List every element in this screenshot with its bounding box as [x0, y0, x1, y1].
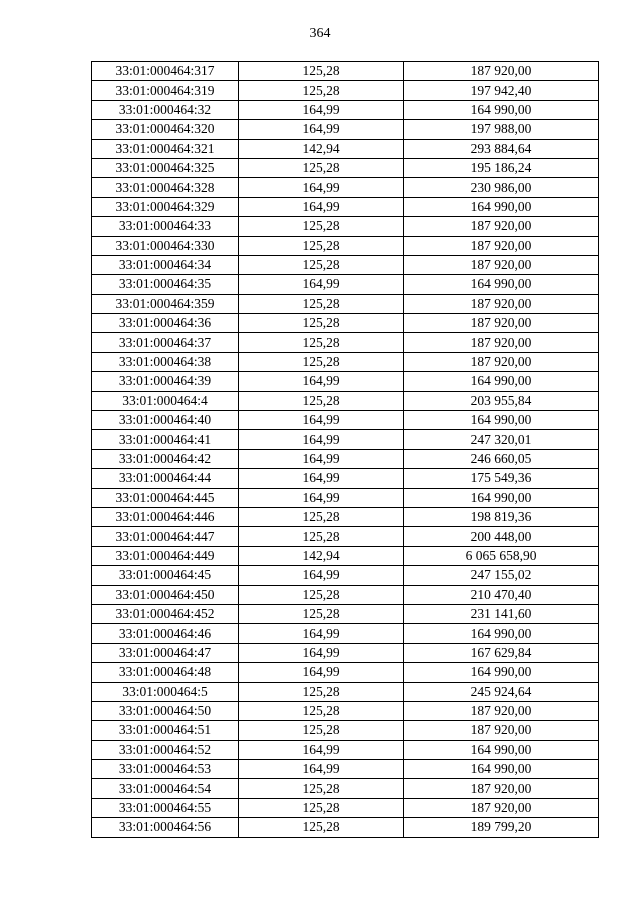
- value-cell: 187 920,00: [404, 314, 599, 333]
- cadastral-number-cell: 33:01:000464:359: [92, 294, 239, 313]
- page-number: 364: [309, 26, 331, 41]
- cadastral-number-cell: 33:01:000464:445: [92, 488, 239, 507]
- table-row: [92, 62, 599, 81]
- area-cell: 125,28: [239, 62, 404, 81]
- table-row: [92, 604, 599, 623]
- cadastral-number-cell: 33:01:000464:53: [92, 760, 239, 779]
- value-cell: 164 990,00: [404, 663, 599, 682]
- area-cell: 164,99: [239, 566, 404, 585]
- area-cell: 125,28: [239, 294, 404, 313]
- area-cell: 164,99: [239, 411, 404, 430]
- table-row: [92, 411, 599, 430]
- table-row: [92, 546, 599, 565]
- value-cell: 197 988,00: [404, 120, 599, 139]
- area-cell: 164,99: [239, 197, 404, 216]
- area-cell: 125,28: [239, 236, 404, 255]
- area-cell: 142,94: [239, 139, 404, 158]
- value-cell: 164 990,00: [404, 100, 599, 119]
- area-cell: 164,99: [239, 488, 404, 507]
- cadastral-number-cell: 33:01:000464:4: [92, 391, 239, 410]
- table-row: [92, 217, 599, 236]
- area-cell: 125,28: [239, 333, 404, 352]
- value-cell: 187 920,00: [404, 62, 599, 81]
- table-row: [92, 585, 599, 604]
- cadastral-number-cell: 33:01:000464:450: [92, 585, 239, 604]
- area-cell: 125,28: [239, 255, 404, 274]
- area-cell: 125,28: [239, 798, 404, 817]
- table-row: [92, 566, 599, 585]
- table-row: [92, 352, 599, 371]
- cadastral-number-cell: 33:01:000464:41: [92, 430, 239, 449]
- table-row: [92, 314, 599, 333]
- area-cell: 164,99: [239, 643, 404, 662]
- value-cell: 164 990,00: [404, 740, 599, 759]
- table-row: [92, 120, 599, 139]
- area-cell: 125,28: [239, 604, 404, 623]
- area-cell: 164,99: [239, 760, 404, 779]
- area-cell: 164,99: [239, 449, 404, 468]
- area-cell: 125,28: [239, 818, 404, 837]
- area-cell: 125,28: [239, 721, 404, 740]
- cadastral-number-cell: 33:01:000464:317: [92, 62, 239, 81]
- value-cell: 231 141,60: [404, 604, 599, 623]
- cadastral-number-cell: 33:01:000464:56: [92, 818, 239, 837]
- table-row: [92, 178, 599, 197]
- area-cell: 164,99: [239, 120, 404, 139]
- table-row: [92, 255, 599, 274]
- area-cell: 164,99: [239, 372, 404, 391]
- cadastral-number-cell: 33:01:000464:319: [92, 81, 239, 100]
- area-cell: 164,99: [239, 430, 404, 449]
- value-cell: 6 065 658,90: [404, 546, 599, 565]
- cadastral-number-cell: 33:01:000464:330: [92, 236, 239, 255]
- table-row: [92, 798, 599, 817]
- cadastral-number-cell: 33:01:000464:328: [92, 178, 239, 197]
- cadastral-number-cell: 33:01:000464:34: [92, 255, 239, 274]
- value-cell: 197 942,40: [404, 81, 599, 100]
- cadastral-number-cell: 33:01:000464:40: [92, 411, 239, 430]
- cadastral-number-cell: 33:01:000464:321: [92, 139, 239, 158]
- value-cell: 164 990,00: [404, 372, 599, 391]
- value-cell: 247 155,02: [404, 566, 599, 585]
- cadastral-number-cell: 33:01:000464:320: [92, 120, 239, 139]
- table-row: [92, 701, 599, 720]
- value-cell: 187 920,00: [404, 352, 599, 371]
- value-cell: 187 920,00: [404, 294, 599, 313]
- table-row: [92, 294, 599, 313]
- table-row: [92, 391, 599, 410]
- value-cell: 187 920,00: [404, 779, 599, 798]
- area-cell: 164,99: [239, 740, 404, 759]
- area-cell: 125,28: [239, 314, 404, 333]
- cadastral-number-cell: 33:01:000464:47: [92, 643, 239, 662]
- cadastral-number-cell: 33:01:000464:447: [92, 527, 239, 546]
- table-row: [92, 663, 599, 682]
- cadastral-number-cell: 33:01:000464:329: [92, 197, 239, 216]
- value-cell: 247 320,01: [404, 430, 599, 449]
- cadastral-number-cell: 33:01:000464:45: [92, 566, 239, 585]
- cadastral-number-cell: 33:01:000464:38: [92, 352, 239, 371]
- table-row: [92, 760, 599, 779]
- value-cell: 164 990,00: [404, 275, 599, 294]
- table-row: [92, 139, 599, 158]
- table-row: [92, 721, 599, 740]
- cadastral-number-cell: 33:01:000464:54: [92, 779, 239, 798]
- table-row: [92, 469, 599, 488]
- table-row: [92, 740, 599, 759]
- cadastral-number-cell: 33:01:000464:32: [92, 100, 239, 119]
- table-row: [92, 236, 599, 255]
- value-cell: 187 920,00: [404, 255, 599, 274]
- area-cell: 142,94: [239, 546, 404, 565]
- area-cell: 164,99: [239, 469, 404, 488]
- cadastral-number-cell: 33:01:000464:42: [92, 449, 239, 468]
- area-cell: 164,99: [239, 663, 404, 682]
- table-row: [92, 275, 599, 294]
- cadastral-number-cell: 33:01:000464:50: [92, 701, 239, 720]
- cadastral-number-cell: 33:01:000464:51: [92, 721, 239, 740]
- cadastral-number-cell: 33:01:000464:46: [92, 624, 239, 643]
- value-cell: 187 920,00: [404, 701, 599, 720]
- value-cell: 187 920,00: [404, 217, 599, 236]
- area-cell: 125,28: [239, 779, 404, 798]
- cadastral-number-cell: 33:01:000464:452: [92, 604, 239, 623]
- area-cell: 125,28: [239, 391, 404, 410]
- value-cell: 175 549,36: [404, 469, 599, 488]
- value-cell: 230 986,00: [404, 178, 599, 197]
- area-cell: 164,99: [239, 100, 404, 119]
- area-cell: 125,28: [239, 352, 404, 371]
- value-cell: 245 924,64: [404, 682, 599, 701]
- table-row: [92, 779, 599, 798]
- table-row: [92, 158, 599, 177]
- area-cell: 164,99: [239, 275, 404, 294]
- cadastral-number-cell: 33:01:000464:36: [92, 314, 239, 333]
- value-cell: 164 990,00: [404, 488, 599, 507]
- table-row: [92, 100, 599, 119]
- table-row: [92, 624, 599, 643]
- table-row: [92, 507, 599, 526]
- value-cell: 187 920,00: [404, 236, 599, 255]
- value-cell: 164 990,00: [404, 624, 599, 643]
- table-row: [92, 197, 599, 216]
- cadastral-number-cell: 33:01:000464:52: [92, 740, 239, 759]
- area-cell: 125,28: [239, 527, 404, 546]
- cadastral-number-cell: 33:01:000464:446: [92, 507, 239, 526]
- table-row: [92, 488, 599, 507]
- value-cell: 198 819,36: [404, 507, 599, 526]
- area-cell: 125,28: [239, 701, 404, 720]
- value-cell: 187 920,00: [404, 798, 599, 817]
- cadastral-number-cell: 33:01:000464:5: [92, 682, 239, 701]
- value-cell: 164 990,00: [404, 411, 599, 430]
- cadastral-number-cell: 33:01:000464:35: [92, 275, 239, 294]
- value-cell: 293 884,64: [404, 139, 599, 158]
- area-cell: 125,28: [239, 585, 404, 604]
- area-cell: 125,28: [239, 81, 404, 100]
- cadastral-number-cell: 33:01:000464:44: [92, 469, 239, 488]
- cadastral-number-cell: 33:01:000464:325: [92, 158, 239, 177]
- value-cell: 189 799,20: [404, 818, 599, 837]
- value-cell: 195 186,24: [404, 158, 599, 177]
- table-row: [92, 430, 599, 449]
- table-row: [92, 333, 599, 352]
- cadastral-number-cell: 33:01:000464:39: [92, 372, 239, 391]
- value-cell: 210 470,40: [404, 585, 599, 604]
- value-cell: 164 990,00: [404, 760, 599, 779]
- value-cell: 164 990,00: [404, 197, 599, 216]
- table-body: [92, 62, 599, 838]
- table-row: [92, 81, 599, 100]
- table-row: [92, 818, 599, 837]
- cadastral-number-cell: 33:01:000464:33: [92, 217, 239, 236]
- cadastral-number-cell: 33:01:000464:55: [92, 798, 239, 817]
- table-row: [92, 527, 599, 546]
- value-cell: 203 955,84: [404, 391, 599, 410]
- value-cell: 200 448,00: [404, 527, 599, 546]
- cadastral-number-cell: 33:01:000464:449: [92, 546, 239, 565]
- table-row: [92, 643, 599, 662]
- value-cell: 246 660,05: [404, 449, 599, 468]
- area-cell: 125,28: [239, 158, 404, 177]
- value-cell: 167 629,84: [404, 643, 599, 662]
- table-row: [92, 449, 599, 468]
- table-row: [92, 682, 599, 701]
- table-row: [92, 372, 599, 391]
- area-cell: 125,28: [239, 682, 404, 701]
- value-cell: 187 920,00: [404, 721, 599, 740]
- area-cell: 125,28: [239, 507, 404, 526]
- cadastral-number-cell: 33:01:000464:37: [92, 333, 239, 352]
- cadastral-number-cell: 33:01:000464:48: [92, 663, 239, 682]
- cadastral-value-table: [91, 61, 599, 838]
- area-cell: 125,28: [239, 217, 404, 236]
- area-cell: 164,99: [239, 624, 404, 643]
- value-cell: 187 920,00: [404, 333, 599, 352]
- area-cell: 164,99: [239, 178, 404, 197]
